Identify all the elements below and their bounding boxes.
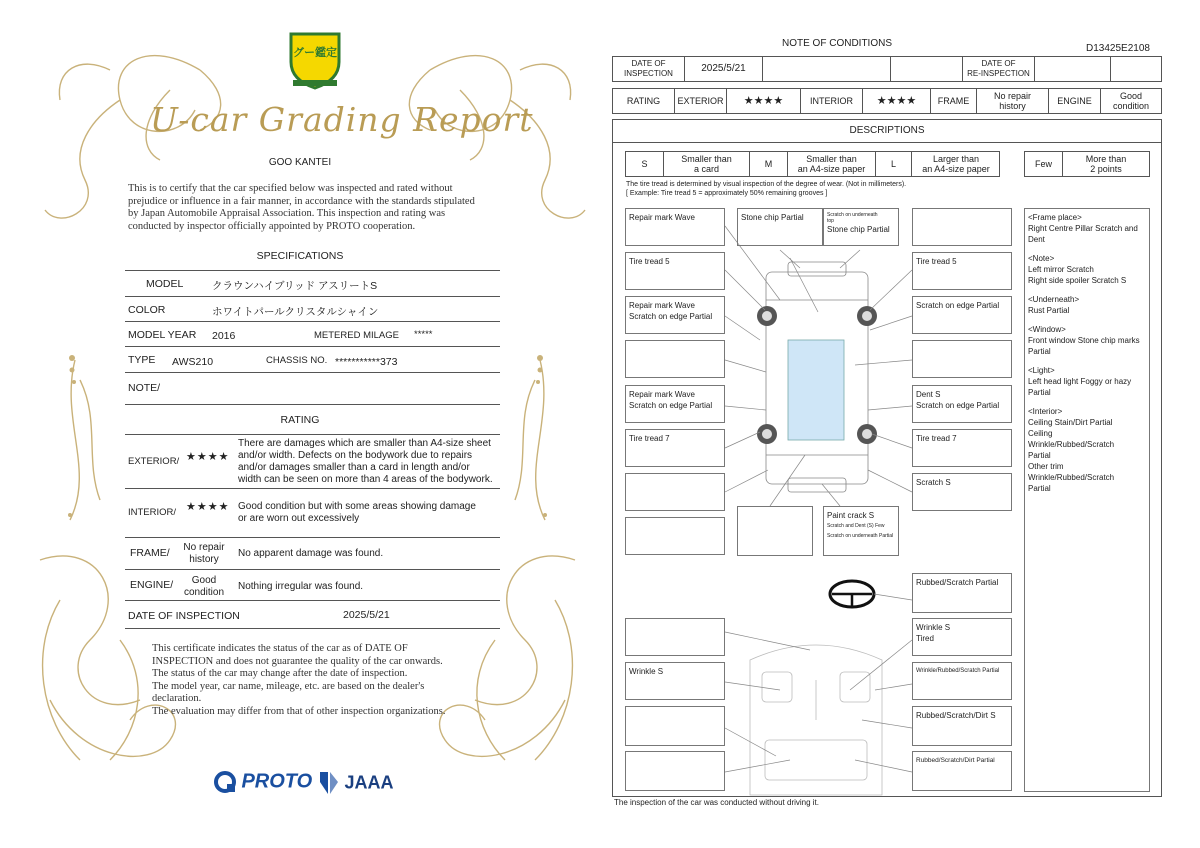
report-title: U-car Grading Report: [150, 100, 534, 139]
divider: [125, 346, 500, 347]
damage-box-right-7: Scratch S: [912, 473, 1012, 511]
exterior-stars: ★★★★: [186, 451, 230, 463]
engine-value: Good condition: [183, 575, 225, 598]
frame-label: FRAME/: [130, 547, 170, 559]
damage-box-top-2: Stone chip Partial: [737, 208, 823, 246]
damage-box-right-4: [912, 340, 1012, 378]
interior-box-left-3: Wrinkle S: [625, 662, 725, 700]
damage-box-left-4: [625, 340, 725, 378]
metered-mileage-label: METERED MILAGE: [314, 330, 399, 341]
note-label: NOTE/: [128, 382, 161, 394]
frame-value: No repair history: [183, 542, 225, 565]
car-glass-roof: [788, 340, 844, 440]
divider: [125, 569, 500, 570]
damage-box-left-7: [625, 473, 725, 511]
sheet-title: NOTE OF CONDITIONS: [782, 38, 892, 49]
divider: [125, 296, 500, 297]
color-value: ホワイトパールクリスタルシャイン: [212, 306, 379, 318]
legend-l-desc: Larger than an A4-size paper: [922, 154, 990, 174]
legend-l: L: [876, 152, 912, 176]
date-inspection-value: 2025/5/21: [685, 57, 763, 81]
interior-label: INTERIOR: [801, 89, 863, 113]
chassis-label: CHASSIS NO.: [266, 355, 328, 366]
interior-box-left-4: [625, 706, 725, 746]
interior-box-right-5: Rubbed/Scratch/Dirt Partial: [912, 751, 1012, 791]
issuer-name: GOO KANTEI: [268, 157, 332, 168]
damage-box-right-3: Scratch on edge Partial: [912, 296, 1012, 334]
type-label: TYPE: [128, 354, 156, 366]
badge-text: グー鑑定: [293, 47, 337, 59]
legend-m-desc: Smaller than an A4-size paper: [788, 152, 876, 176]
rating-heading: RATING: [280, 414, 320, 426]
legend-few: Few: [1025, 152, 1063, 176]
tread-note: The tire tread is determined by visual inspection of the degree of wear. (Not in millimeters). [ Example: Tire tread 5 = approximately 50% remaining grooves ]: [626, 181, 907, 197]
engine-label: ENGINE: [1049, 89, 1101, 113]
sheet-footer: The inspection of the car was conducted without driving it.: [614, 798, 819, 807]
legend-s: S: [626, 152, 664, 176]
legend-m: M: [750, 152, 788, 176]
footer-disclaimer: This certificate indicates the status of the car as of DATE OF INSPECTION and does not guarantee the quality of the car onwards. The status of the car may change after the date of inspection. The model year, car name, mileage, etc. are based on the dealer's declaration. The evaluation may differ from that of other inspection organizations.: [152, 643, 446, 717]
divider: [125, 404, 500, 405]
damage-box-left-5: Repair mark Wave Scratch on edge Partial: [625, 385, 725, 423]
interior-box-right-1: Rubbed/Scratch Partial: [912, 573, 1012, 613]
document-id: D13425E2108: [1086, 43, 1150, 54]
intro-paragraph: This is to certify that the car specified below was inspected and rated without prejudice or influence in a fair manner, in accordance with the standards stipulated by Japan Automobile Appraisal Association. This inspection and rating was conducted by inspector officially appointed by PROTO cooperation.: [128, 183, 475, 232]
jaaa-mark-icon: [318, 770, 340, 796]
interior-stars: ★★★★: [186, 501, 230, 513]
metered-mileage-value: *****: [414, 329, 433, 340]
exterior-stars: ★★★★: [727, 89, 801, 113]
color-label: COLOR: [128, 304, 166, 316]
proto-logo: [213, 770, 312, 794]
exterior-label: EXTERIOR: [675, 89, 727, 113]
date-of-inspection-label: DATE OF INSPECTION: [128, 610, 240, 622]
damage-box-bottom-3: Paint crack S Scratch and Dent (S) Few Scratch on underneath Partial: [823, 506, 899, 556]
proto-mark-icon: [213, 770, 237, 794]
frame-description: No apparent damage was found.: [238, 548, 384, 559]
notes-panel: <Frame place> Right Centre Pillar Scratch and Dent <Note> Left mirror Scratch Right side spoiler Scratch S <Underneath> Rust Partial <Window> Front window Stone chip marks Partial <Light> Left head light Foggy or hazy Partial <Interior> Ceiling Stain/Dirt Partial Ceiling Wrinkle/Rubbed/Scratch Partial Other trim Wrinkle/Rubbed/Scratch Partial: [1024, 208, 1150, 792]
divider: [125, 434, 500, 435]
steering-wheel-icon: [830, 581, 874, 607]
interior-label: INTERIOR/: [128, 507, 177, 518]
divider: [125, 537, 500, 538]
legend-few-desc: More than 2 points: [1085, 154, 1127, 174]
damage-box-left-8: [625, 517, 725, 555]
date-reinspection-label: DATE OF RE-INSPECTION: [963, 57, 1035, 81]
chassis-value: ***********373: [335, 356, 398, 368]
damage-box-top-3: Scratch on underneath top Stone chip Partial: [823, 208, 899, 246]
divider: [125, 372, 500, 373]
model-label: MODEL: [146, 278, 184, 290]
divider: [125, 600, 500, 601]
damage-box-right-2: Tire tread 5: [912, 252, 1012, 290]
divider: [125, 270, 500, 271]
goo-kantei-badge: [287, 28, 343, 90]
interior-stars: ★★★★: [863, 89, 931, 113]
legend-s-desc: Smaller than a card: [664, 152, 750, 176]
model-value: クラウンハイブリッド アスリートS: [212, 280, 378, 292]
interior-box-right-3: Wrinkle/Rubbed/Scratch Partial: [912, 662, 1012, 700]
damage-box-right-1: [912, 208, 1012, 246]
divider: [125, 488, 500, 489]
type-value: AWS210: [172, 356, 214, 368]
engine-value: Good condition: [1112, 91, 1150, 111]
damage-box-bottom-2: [737, 506, 813, 556]
damage-box-right-6: Tire tread 7: [912, 429, 1012, 467]
engine-description: Nothing irregular was found.: [238, 581, 364, 592]
interior-box-left-5: [625, 751, 725, 791]
jaaa-logo: [318, 770, 393, 796]
frame-label: FRAME: [931, 89, 977, 113]
damage-box-left-2: Tire tread 5: [625, 252, 725, 290]
damage-box-left-3: Repair mark Wave Scratch on edge Partial: [625, 296, 725, 334]
engine-label: ENGINE/: [130, 579, 174, 591]
exterior-description: There are damages which are smaller than A4-size sheet and/or width. Defects on the bodywork due to repairs and/or damages smaller than a card in length and/or width can be seen on more than 4 areas of the bodywork.: [238, 438, 493, 485]
date-inspection-label: DATE OF INSPECTION: [613, 57, 685, 81]
divider: [125, 321, 500, 322]
proto-logo-text: PROTO: [241, 770, 313, 793]
exterior-label: EXTERIOR/: [128, 456, 180, 467]
date-of-inspection-value: 2025/5/21: [343, 609, 390, 621]
rating-label: RATING: [613, 89, 675, 113]
note-of-conditions-sheet: [600, 0, 1200, 848]
jaaa-logo-text: JAAA: [344, 772, 394, 793]
model-year-label: MODEL YEAR: [128, 329, 197, 341]
specs-heading: SPECIFICATIONS: [256, 250, 344, 262]
descriptions-heading: DESCRIPTIONS: [612, 119, 1162, 143]
interior-box-right-2: Wrinkle S Tired: [912, 618, 1012, 656]
frame-value: No repair history: [977, 89, 1049, 113]
damage-box-right-5: Dent S Scratch on edge Partial: [912, 385, 1012, 423]
interior-description: Good condition but with some areas showing damage or are worn out excessively: [238, 501, 476, 524]
damage-box-left-6: Tire tread 7: [625, 429, 725, 467]
damage-box-left-1: Repair mark Wave: [625, 208, 725, 246]
interior-box-right-4: Rubbed/Scratch/Dirt S: [912, 706, 1012, 746]
model-year-value: 2016: [212, 330, 236, 342]
interior-box-left-2: [625, 618, 725, 656]
divider: [125, 628, 500, 629]
